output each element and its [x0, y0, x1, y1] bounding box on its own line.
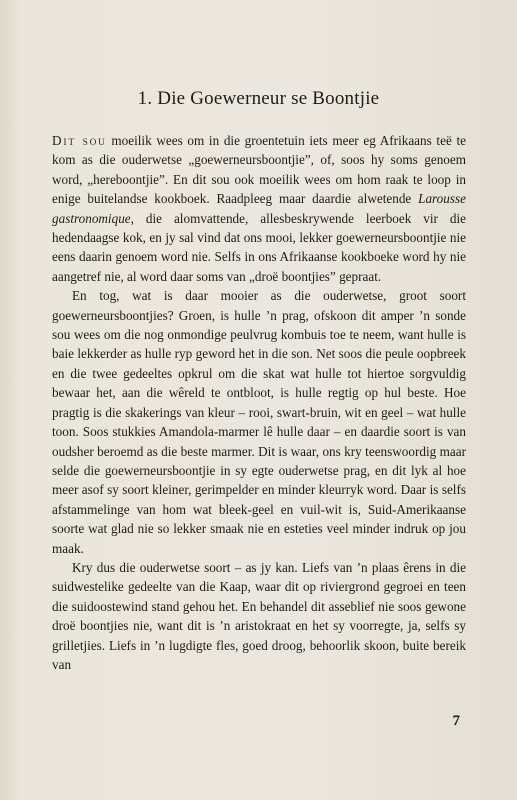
- paragraph-3: Kry dus die ouderwetse soort – as jy kan. Liefs van ’n plaas êrens in die suidwestelike gedeelte van die Kaap, waar dit op riviergrond gegroei en teen die suidoostewind stand gehou het. En behandel dit asseblief nie soos gewone droë boontjies nie, want dit is ’n aristokraat en het sy voorregte, ja, selfs sy grilletjies. Liefs in ’n lugdigte fles, goed droog, behoorlik skoon, buite bereik van: [52, 559, 466, 672]
- page-number: 7: [452, 713, 460, 729]
- book-title-italic: Larousse gastronomique: [52, 191, 466, 226]
- body-text: [52, 131, 466, 674]
- paragraph-lead-smallcaps: Dit sou: [52, 133, 107, 148]
- chapter-title: 1. Die Goewerneur se Boontjie: [137, 88, 380, 109]
- paragraph-2: En tog, wat is daar mooier as die ouderwetse, groot soort goewerneursboontjies? Groen, is hulle ’n prag, ofskoon dit amper ’n sonde sou wees om die nog onmondige peulvrug kombuis toe te neem, want hulle is baie lekkerder as hulle ryp geword het in die son. Net soos die peule oopbreek en die twee gedeeltes opkrul om die skat wat hulle tot hiertoe sorgvuldig bewaar het, aan die wêreld te ontbloot, is hulle regtig op hul beste. Hoe pragtig is die skakerings van kleur – rooi, swart-bruin, wit en geel – wat hulle toon. Soos stukkies Amandola-marmer lê hulle daar – en daardie soort is van oudsher beroemd as die beste marmer. Dit is waar, ons kry teenswoordig maar selde die goewerneursboontjie in sy egte ouderwetse prag, en dit lyk al hoe meer asof sy soort kleiner, gerimpelder en minder kleurryk word. Daar is selfs afstammelinge van hom wat bleek-geel en vuil-wit is, Suid-Amerikaanse soorte wat glad nie so lekker smaak nie en esteties veel minder indruk op jou maak.: [52, 288, 466, 556]
- paragraph-1: [52, 131, 466, 286]
- paragraph-1-part-2: , die alomvattende, allesbeskrywende leerboek vir die hedendaagse kok, en jy sal vind dat ons mooi, lekker goewerneursboontjie nie eens daarin genoem word nie. Selfs in ons Afrikaanse kookboeke word hy nie aangetref nie, al word daar soms van „droë boontjies” gepraat.: [52, 210, 466, 284]
- paragraph-1-part-1: moeilik wees om in die groentetuin iets meer eg Afrikaans teë te kom as die ouderwetse „goewerneursboontjie”, of, soos hy soms genoem word, „hereboontjie”. En dit sou ook moeilik wees om hom raak te loop in enige buitelandse kookboek. Raadpleeg maar daardie alwetende: [52, 133, 466, 207]
